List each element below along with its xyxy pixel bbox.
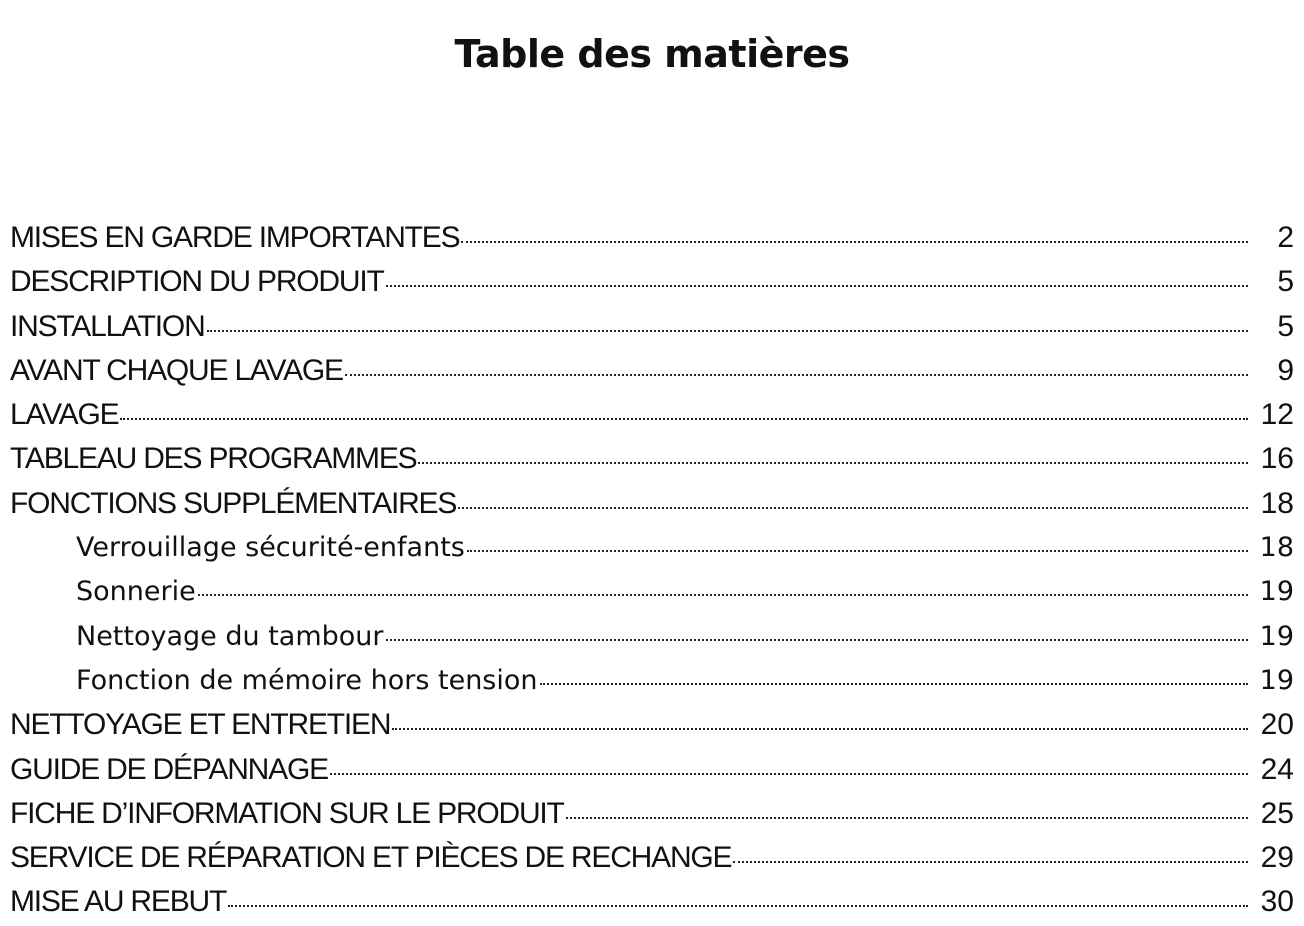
- toc-entry-label: LAVAGE: [10, 398, 119, 432]
- dot-leader: [461, 241, 1248, 243]
- toc-entry-page-number: 16: [1260, 442, 1294, 476]
- toc-entry[interactable]: [10, 349, 1294, 393]
- toc-entry[interactable]: [10, 836, 1294, 880]
- toc-entry[interactable]: [10, 437, 1294, 481]
- toc-entry-label: TABLEAU DES PROGRAMMES: [10, 442, 417, 476]
- toc-entry-page-number: 30: [1260, 885, 1294, 919]
- toc-entry-label: DESCRIPTION DU PRODUIT: [10, 265, 384, 299]
- toc-subentry[interactable]: [10, 570, 1294, 614]
- toc-entry[interactable]: [10, 305, 1294, 349]
- dot-leader: [467, 550, 1248, 552]
- dot-leader: [566, 817, 1248, 819]
- toc-entry[interactable]: [10, 260, 1294, 304]
- toc-entry-label: SERVICE DE RÉPARATION ET PIÈCES DE RECHANGE: [10, 841, 732, 875]
- dot-leader: [733, 861, 1248, 863]
- dot-leader: [345, 374, 1248, 376]
- toc-subentry-page-number: 19: [1259, 664, 1294, 696]
- toc-entry[interactable]: [10, 748, 1294, 792]
- dot-leader: [418, 462, 1248, 464]
- toc-entry-page-number: 18: [1260, 486, 1294, 520]
- toc-subentry-page-number: 19: [1259, 620, 1294, 652]
- toc-entry-page-number: 9: [1277, 353, 1294, 387]
- dot-leader: [386, 285, 1248, 287]
- dot-leader: [540, 683, 1248, 685]
- toc-subentry-label: Sonnerie: [76, 576, 196, 608]
- toc-entry-label: INSTALLATION: [10, 309, 205, 343]
- toc-entry[interactable]: [10, 216, 1294, 260]
- dot-leader: [386, 639, 1249, 641]
- toc-entry-page-number: 29: [1260, 841, 1294, 875]
- toc-subentry-label: Fonction de mémoire hors tension: [76, 664, 538, 696]
- toc-entry-label: FONCTIONS SUPPLÉMENTAIRES: [10, 486, 457, 520]
- toc-entry-page-number: 5: [1277, 309, 1294, 343]
- toc-entry-label: AVANT CHAQUE LAVAGE: [10, 353, 343, 387]
- toc-entry-label: FICHE D’INFORMATION SUR LE PRODUIT: [10, 796, 564, 830]
- toc-entry-label: GUIDE DE DÉPANNAGE: [10, 752, 328, 786]
- dot-leader: [458, 507, 1248, 509]
- dot-leader: [198, 594, 1248, 596]
- dot-leader: [207, 330, 1248, 332]
- toc-subentry[interactable]: [10, 615, 1294, 659]
- toc-subentry-page-number: 19: [1259, 576, 1294, 608]
- toc-entry-label: NETTOYAGE ET ENTRETIEN: [10, 708, 391, 742]
- toc-subentry-page-number: 18: [1259, 532, 1294, 564]
- toc-entry-page-number: 5: [1277, 265, 1294, 299]
- toc-entry-label: MISE AU REBUT: [10, 885, 227, 919]
- toc-entry[interactable]: [10, 792, 1294, 836]
- dot-leader: [228, 905, 1248, 907]
- dot-leader: [330, 773, 1248, 775]
- toc-entry-page-number: 20: [1260, 708, 1294, 742]
- toc-subentry-label: Nettoyage du tambour: [76, 620, 384, 652]
- toc-entry[interactable]: [10, 482, 1294, 526]
- toc-entry[interactable]: [10, 703, 1294, 747]
- toc-subentry-label: Verrouillage sécurité-enfants: [76, 532, 465, 564]
- dot-leader: [392, 728, 1248, 730]
- toc-subentry[interactable]: [10, 526, 1294, 570]
- toc-subentry[interactable]: [10, 659, 1294, 703]
- toc-entry-label: MISES EN GARDE IMPORTANTES: [10, 221, 460, 254]
- toc-entry-page-number: 2: [1277, 221, 1294, 254]
- page-title: Table des matières: [454, 32, 850, 77]
- table-of-contents: [10, 216, 1294, 925]
- toc-entry-page-number: 25: [1260, 796, 1294, 830]
- toc-entry[interactable]: [10, 880, 1294, 924]
- toc-entry-page-number: 24: [1260, 752, 1294, 786]
- dot-leader: [120, 418, 1248, 420]
- toc-entry-page-number: 12: [1260, 398, 1294, 432]
- toc-entry[interactable]: [10, 393, 1294, 437]
